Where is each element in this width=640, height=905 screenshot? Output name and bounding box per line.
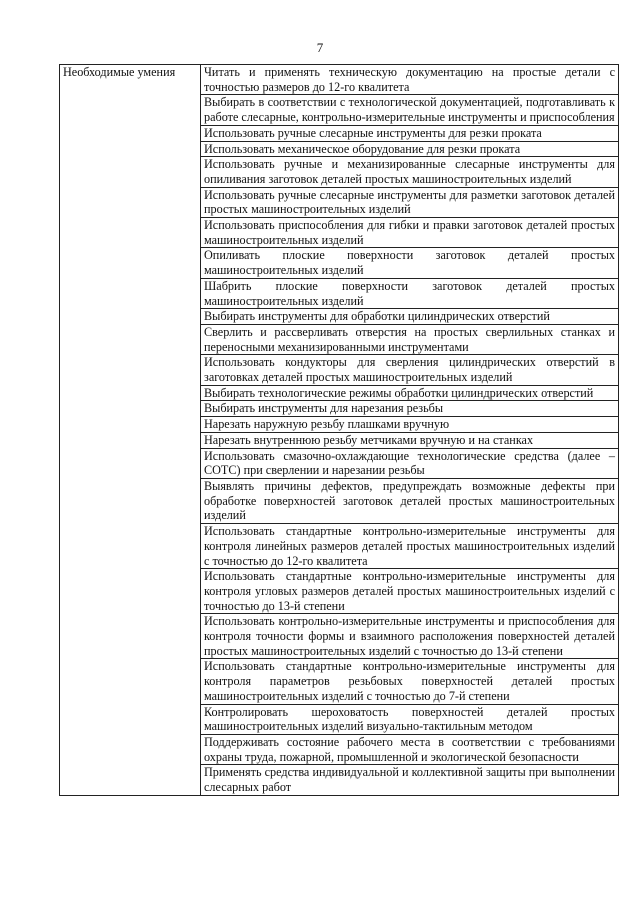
skill-cell: Нарезать внутреннюю резьбу метчиками вручную и на станках: [201, 432, 619, 448]
skill-cell: Использовать контрольно-измерительные инструменты и приспособления для контроля точности формы и взаимного расположения поверхностей деталей простых машиностроительных изделий с точностью до 13-й степени: [201, 614, 619, 659]
skill-cell: Использовать смазочно-охлаждающие технологические средства (далее – СОТС) при сверлении и нарезании резьбы: [201, 448, 619, 478]
section-label: Необходимые умения: [60, 65, 201, 796]
skill-cell: Использовать ручные и механизированные слесарные инструменты для опиливания заготовок деталей простых машиностроительных изделий: [201, 157, 619, 187]
skill-cell: Нарезать наружную резьбу плашками вручную: [201, 417, 619, 433]
skill-cell: Использовать стандартные контрольно-измерительные инструменты для контроля параметров резьбовых поверхностей деталей простых машиностроительных изделий с точностью до 7-й степени: [201, 659, 619, 704]
skill-cell: Читать и применять техническую документацию на простые детали с точностью размеров до 12-го квалитета: [201, 65, 619, 95]
page-number: 7: [316, 40, 324, 55]
skill-cell: Использовать стандартные контрольно-измерительные инструменты для контроля линейных размеров деталей простых машиностроительных изделий с точностью до 12-го квалитета: [201, 524, 619, 569]
skill-cell: Использовать кондукторы для сверления цилиндрических отверстий в заготовках деталей простых машиностроительных изделий: [201, 355, 619, 385]
skill-cell: Поддерживать состояние рабочего места в соответствии с требованиями охраны труда, пожарной, промышленной и экологической безопасности: [201, 734, 619, 764]
skill-cell: Контролировать шероховатость поверхностей деталей простых машиностроительных изделий визуально-тактильным методом: [201, 704, 619, 734]
skill-cell: Использовать ручные слесарные инструменты для резки проката: [201, 125, 619, 141]
skill-cell: Выбирать в соответствии с технологической документацией, подготавливать к работе слесарные, контрольно-измерительные инструменты и приспособления: [201, 95, 619, 125]
skill-cell: Шабрить плоские поверхности заготовок деталей простых машиностроительных изделий: [201, 278, 619, 308]
skill-cell: Использовать приспособления для гибки и правки заготовок деталей простых машиностроительных изделий: [201, 218, 619, 248]
skill-cell: Выбирать инструменты для обработки цилиндрических отверстий: [201, 309, 619, 325]
skill-cell: Выявлять причины дефектов, предупреждать возможные дефекты при обработке поверхностей заготовок деталей простых машиностроительных изделий: [201, 478, 619, 523]
skills-table: [59, 64, 619, 796]
skill-cell: Выбирать инструменты для нарезания резьбы: [201, 401, 619, 417]
table-row: [60, 65, 619, 95]
skill-cell: Использовать ручные слесарные инструменты для разметки заготовок деталей простых машиностроительных изделий: [201, 187, 619, 217]
skill-cell: Использовать механическое оборудование для резки проката: [201, 141, 619, 157]
skill-cell: Применять средства индивидуальной и коллективной защиты при выполнении слесарных работ: [201, 765, 619, 795]
skill-cell: Сверлить и рассверливать отверстия на простых сверлильных станках и переносными механизированными инструментами: [201, 324, 619, 354]
skills-table-body: [60, 65, 619, 796]
skill-cell: Опиливать плоские поверхности заготовок деталей простых машиностроительных изделий: [201, 248, 619, 278]
skill-cell: Выбирать технологические режимы обработки цилиндрических отверстий: [201, 385, 619, 401]
skill-cell: Использовать стандартные контрольно-измерительные инструменты для контроля угловых размеров деталей простых машиностроительных изделий с точностью до 13-й степени: [201, 569, 619, 614]
